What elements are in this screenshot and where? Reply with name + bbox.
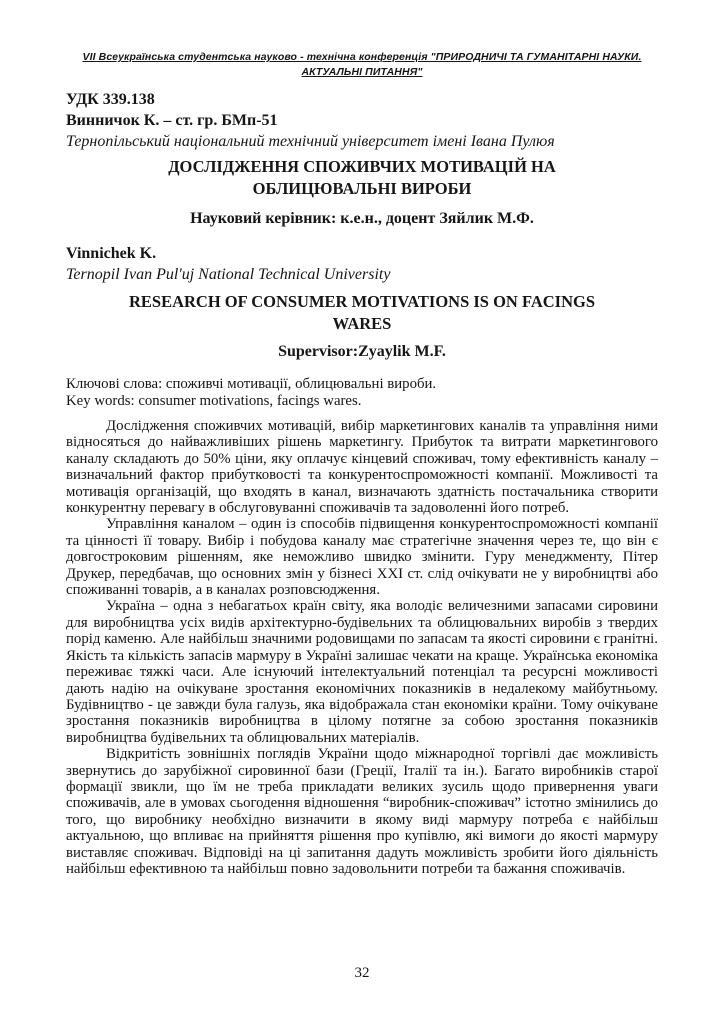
conference-header-line1: VII Всеукраїнська студентська науково - технічна конференція "ПРИРОДНИЧІ ТА ГУМАНІТАРНІ НАУКИ.: [82, 51, 642, 63]
keywords-uk: Ключові слова: споживчі мотивації, облицювальні вироби.: [66, 376, 437, 392]
body-paragraph-2: Управління каналом – один із способів підвищення конкурентоспроможності компанії та цінності її товару. Вибір і побудова каналу має стратегічне значення через те, що він є довгостроковим рішенням, яке неможливо швидко змінити. Гуру менеджменту, Пітер Друкер, передбачав, що основних змін у бізнесі XXI ст. слід очікувати не у виробництві або споживанні товарів, а в каналах розповсюдження.: [66, 516, 658, 599]
conference-header: [66, 50, 658, 80]
body-paragraph-3: Україна – одна з небагатьох країн світу, яка володіє величезними запасами сировини для виробництва усіх видів архітектурно-будівельних та облицювальних виробів з твердих порід каменю. Але найбільш значними родовищами по запасам та якості сировини є гранітні. Якість та кількість запасів мармуру в Україні залишає чекати на краще. Українська економіка переживає тяжкі часи. Але існуючий інтелектуальний потенціал та ресурсні можливості дають надію на очікуване зростання економічних показників в недалекому майбутньому. Будівництво - це завжди була галузь, яка відображала стан економіки країни. Тому очікуване зростання показників виробництва в цілому потягне за собою зростання показників виробництва будівельних та облицювальних матеріалів.: [66, 598, 658, 746]
body-paragraph-4: Відкритість зовнішніх поглядів України щодо міжнародної торгівлі дає можливість звернутись до зарубіжної сировинної бази (Греції, Італії та ін.). Багато виробників старої формації звикли, що їм не треба прикладати великих зусиль щодо привернення уваги споживачів, але в умовах сьогодення відношення “виробник-споживач” істотно змінились до того, що виробнику необхідно визначити в якому виді мармуру потреба є найбільш актуальною, що впливає на прийняття рішення про купівлю, які вимоги до якості мармуру виставляє споживач. Відповіді на ці запитання дадуть можливість зробити його діяльність найбільш ефективною та найбільш повно задовольнити потреби та бажання споживачів.: [66, 746, 658, 877]
supervisor-line-uk: Науковий керівник: к.е.н., доцент Зяйлик М.Ф.: [190, 210, 534, 227]
author-name-en: Vinnichek K.: [66, 245, 157, 262]
conference-header-line2: АКТУАЛЬНІ ПИТАННЯ": [301, 66, 423, 78]
affiliation-uk: Тернопільський національний технічний університет імені Івана Пулюя: [66, 133, 555, 150]
body-paragraph-1: Дослідження споживчих мотивацій, вибір маркетингових каналів та управління ними відносяться до найважливіших рішень маркетингу. Прибуток та витрати маркетингового каналу складають до 50% ціни, яку оплачує кінцевий споживач, тому ефективність каналу – визначальний фактор прибутковості та конкурентоспроможності компанії. Можливості та мотивація організацій, що входять в канал, визначають здатність постачальника створити конкурентну перевагу в обслуговуванні споживачів та задоволенні його потреб.: [66, 418, 658, 517]
paper-title-en: RESEARCH OF CONSUMER MOTIVATIONS IS ON FACINGS WARES: [128, 292, 596, 333]
article-body: [66, 418, 658, 877]
udc-code: УДК 339.138: [66, 91, 155, 108]
keywords-en: Key words: consumer motivations, facings wares.: [66, 393, 362, 409]
author-name-uk: Винничок К. – ст. гр. БМп-51: [66, 112, 278, 129]
affiliation-en: Ternopil Ivan Pul'uj National Technical University: [66, 266, 391, 283]
supervisor-line-en: Supervisor:Zyaylik M.F.: [278, 343, 446, 360]
page-number: 32: [354, 965, 370, 981]
paper-title-uk: ДОСЛІДЖЕННЯ СПОЖИВЧИХ МОТИВАЦІЙ НА ОБЛИЦЮВАЛЬНІ ВИРОБИ: [168, 157, 556, 198]
keywords-block: [66, 376, 658, 410]
